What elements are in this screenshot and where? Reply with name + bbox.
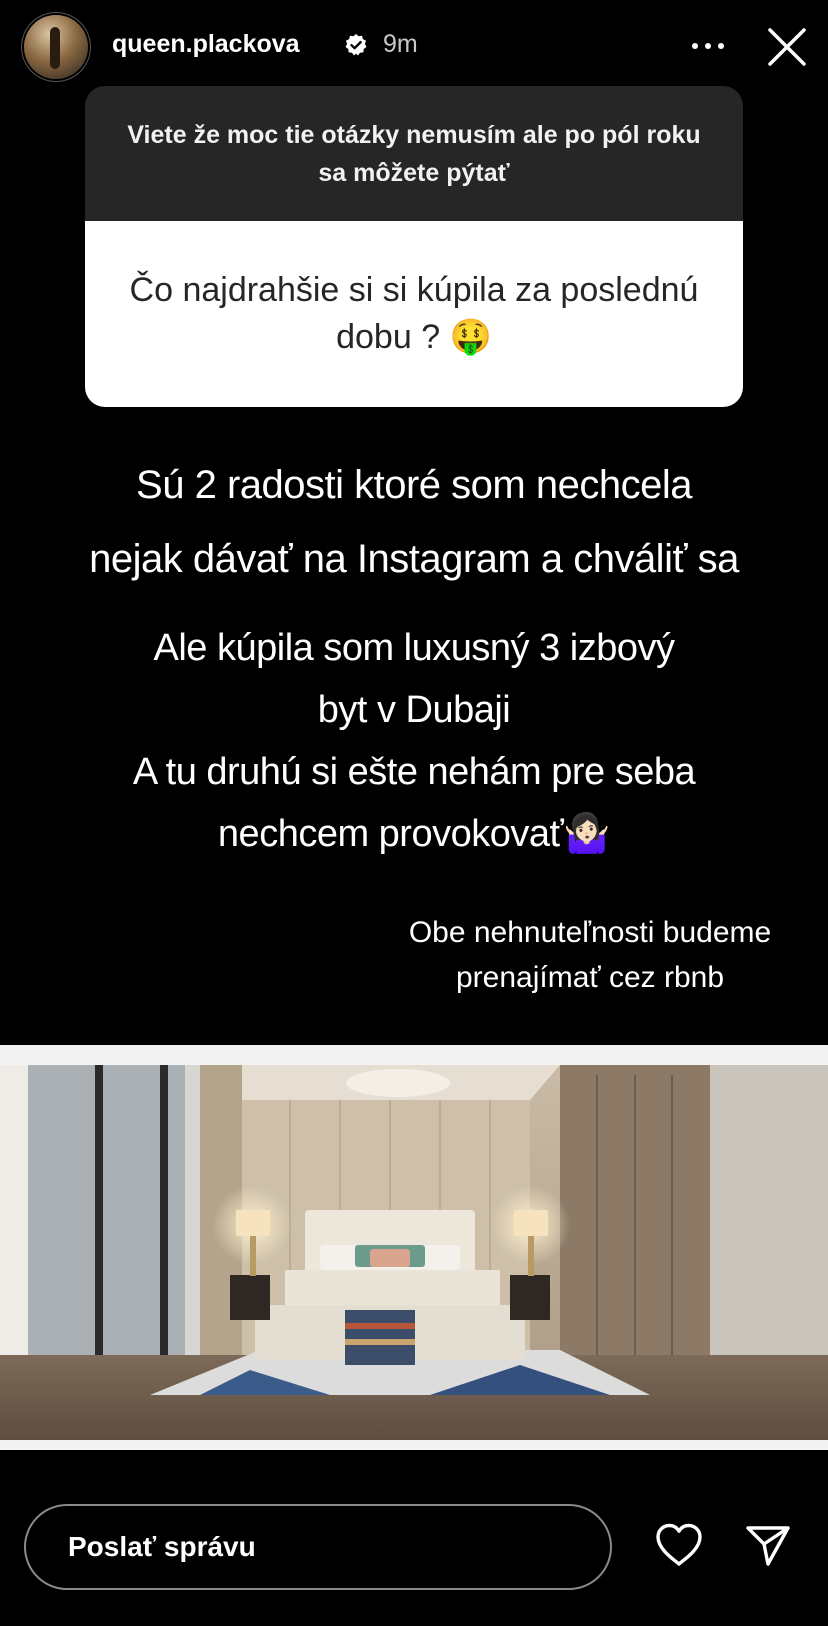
post-time: 9m (383, 30, 418, 58)
story-text-line: nejak dávať na Instagram a chváliť sa (89, 537, 739, 581)
send-icon[interactable] (744, 1522, 792, 1570)
story-text-line: prenajímať cez rbnb (455, 961, 725, 994)
close-icon[interactable] (766, 26, 808, 68)
story-text-line: Obe nehnuteľnosti budeme (408, 916, 772, 949)
story-text-line: Sú 2 radosti ktoré som nechcela (136, 463, 692, 507)
question-sticker (85, 86, 743, 407)
story-text-line: Ale kúpila som luxusný 3 izbový (153, 627, 675, 669)
story-text-block-3 (380, 910, 800, 1000)
story-text-line: A tu druhú si ešte nehám pre seba (132, 751, 696, 793)
message-placeholder: Poslať správu (68, 1531, 256, 1562)
profile-avatar[interactable] (24, 15, 88, 79)
question-answer: Čo najdrahšie si si kúpila za poslednú dobu ? 🤑 (129, 271, 699, 356)
question-prompt-area (85, 86, 743, 221)
story-text-block-1 (0, 448, 828, 596)
bedroom-photo-frame (0, 1045, 828, 1450)
send-message-input[interactable] (24, 1504, 612, 1590)
more-options-icon[interactable] (690, 28, 726, 64)
story-text-line: byt v Dubaji (317, 689, 511, 731)
story-header (0, 0, 828, 92)
bedroom-photo (0, 1065, 828, 1440)
story-text-block-2 (0, 617, 828, 865)
question-prompt: Viete že moc tie otázky nemusím ale po pól roku sa môžete pýtať (127, 120, 701, 187)
verified-badge-icon (344, 33, 368, 57)
avatar-figure (50, 27, 60, 69)
heart-icon[interactable] (654, 1522, 704, 1568)
question-answer-area (85, 221, 743, 407)
story-text-line: nechcem provokovať🤷🏻‍♀️ (217, 813, 611, 855)
username[interactable]: queen.plackova (112, 30, 300, 58)
